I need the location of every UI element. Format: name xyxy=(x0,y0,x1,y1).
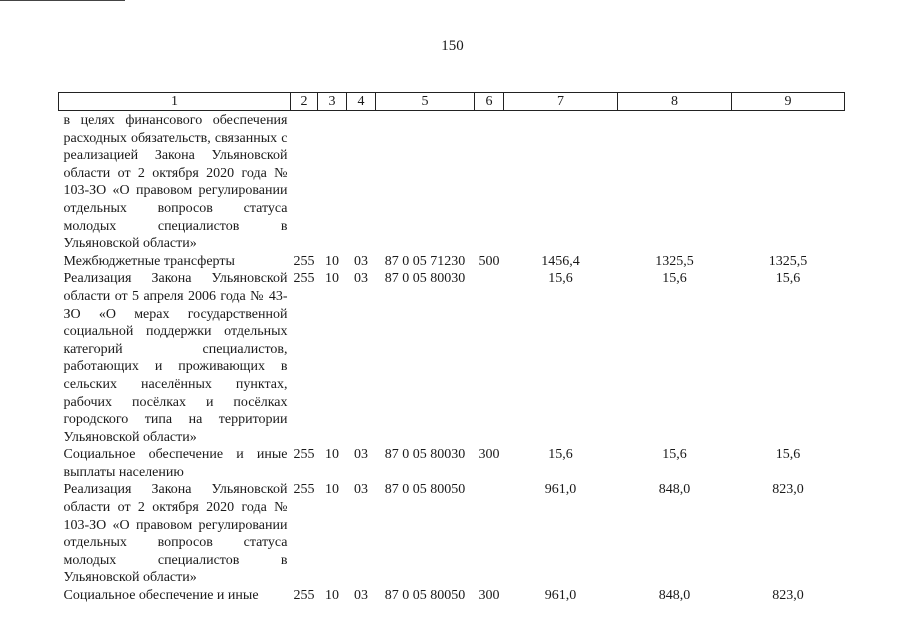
cell-amount-col7 xyxy=(504,111,618,253)
row-description: Социальное обеспечение и иные xyxy=(63,588,259,604)
cell-section-code: 10 xyxy=(325,482,339,498)
column-header: 4 xyxy=(347,93,376,111)
cell-section-code: 10 xyxy=(325,447,339,463)
cell-subsection-code: 03 xyxy=(354,447,368,463)
cell-target-article: 87 0 05 71230 xyxy=(384,253,466,269)
table-row xyxy=(59,270,845,446)
header-row xyxy=(59,93,845,111)
cell-amount-col9: 823,0 xyxy=(772,482,804,498)
cell-section-code: 10 xyxy=(325,253,339,269)
cell-amount-col9 xyxy=(732,111,845,253)
cell-ministry-code: 255 xyxy=(293,482,315,498)
cell-subsection-code: 03 xyxy=(354,271,368,287)
row-description: Реализация Закона Ульяновской области от 5 апреля 2006 года № 43-ЗО «О мерах государственной социальной поддержки отдельных категорий специалистов, работающих и проживающих в сельских населённых пунктах, рабочих посёлках и посёлках городского типа на территории Ульяновской области» xyxy=(63,271,288,445)
cell-amount-col8: 848,0 xyxy=(658,482,691,498)
cell-amount-col8: 848,0 xyxy=(658,588,691,604)
table-row xyxy=(59,446,845,481)
cell-ministry-code: 255 xyxy=(293,447,315,463)
table-header xyxy=(59,93,845,111)
cell-subsection-code: 03 xyxy=(354,588,368,604)
cell-ministry-code: 255 xyxy=(293,588,315,604)
table-row xyxy=(59,111,845,253)
cell-subsection-code: 03 xyxy=(354,253,368,269)
column-header: 6 xyxy=(475,93,504,111)
row-description: Межбюджетные трансферты xyxy=(63,253,235,269)
cell-target-article: 87 0 05 80030 xyxy=(384,271,466,287)
column-header: 8 xyxy=(618,93,732,111)
budget-table xyxy=(58,92,845,605)
cell-expense-type xyxy=(475,270,504,446)
column-header: 3 xyxy=(318,93,347,111)
row-description: в целях финансового обеспечения расходных обязательств, связанных с реализацией Закона Ульяновской области от 2 октября 2020 года № 103-ЗО «О правовом регулировании отдельных вопросов статуса молодых специалистов в Ульяновской области» xyxy=(63,113,288,252)
cell-amount-col9: 823,0 xyxy=(772,588,804,604)
cell-amount-col7: 961,0 xyxy=(544,588,577,604)
row-description: Реализация Закона Ульяновской области от 2 октября 2020 года № 103-ЗО «О правовом регулировании отдельных вопросов статуса молодых специалистов в Ульяновской области» xyxy=(63,482,288,586)
cell-ministry-code: 255 xyxy=(293,271,315,287)
table-body xyxy=(59,111,845,605)
cell-amount-col9: 15,6 xyxy=(775,271,801,287)
cell-amount-col7: 15,6 xyxy=(548,447,573,463)
cell-ministry-code xyxy=(291,111,318,253)
cell-expense-type: 300 xyxy=(478,447,500,463)
top-rule xyxy=(0,0,125,1)
page-number: 150 xyxy=(441,38,464,54)
cell-amount-col7: 1456,4 xyxy=(541,253,580,269)
column-header: 2 xyxy=(291,93,318,111)
cell-subsection-code xyxy=(347,111,376,253)
row-description: Социальное обеспечение и иные выплаты населению xyxy=(63,447,288,480)
cell-target-article xyxy=(376,111,475,253)
table-row xyxy=(59,587,845,605)
cell-amount-col8: 15,6 xyxy=(662,447,687,463)
cell-expense-type: 300 xyxy=(478,588,500,604)
cell-amount-col7: 961,0 xyxy=(544,482,577,498)
cell-expense-type: 500 xyxy=(478,253,500,269)
cell-ministry-code: 255 xyxy=(293,253,315,269)
column-header: 9 xyxy=(732,93,845,111)
column-header: 7 xyxy=(504,93,618,111)
cell-amount-col7: 15,6 xyxy=(548,271,573,287)
cell-expense-type xyxy=(475,481,504,587)
cell-target-article: 87 0 05 80050 xyxy=(384,482,466,498)
cell-section-code xyxy=(318,111,347,253)
column-header: 1 xyxy=(59,93,291,111)
cell-section-code: 10 xyxy=(325,588,339,604)
cell-amount-col8: 1325,5 xyxy=(655,253,694,269)
column-header: 5 xyxy=(376,93,475,111)
table-row xyxy=(59,253,845,271)
cell-target-article: 87 0 05 80050 xyxy=(384,588,466,604)
cell-section-code: 10 xyxy=(325,271,339,287)
table-row xyxy=(59,481,845,587)
cell-amount-col8: 15,6 xyxy=(662,271,687,287)
cell-amount-col9: 15,6 xyxy=(775,447,801,463)
cell-target-article: 87 0 05 80030 xyxy=(384,447,466,463)
cell-subsection-code: 03 xyxy=(354,482,368,498)
cell-amount-col8 xyxy=(618,111,732,253)
cell-expense-type xyxy=(475,111,504,253)
cell-amount-col9: 1325,5 xyxy=(768,253,808,269)
